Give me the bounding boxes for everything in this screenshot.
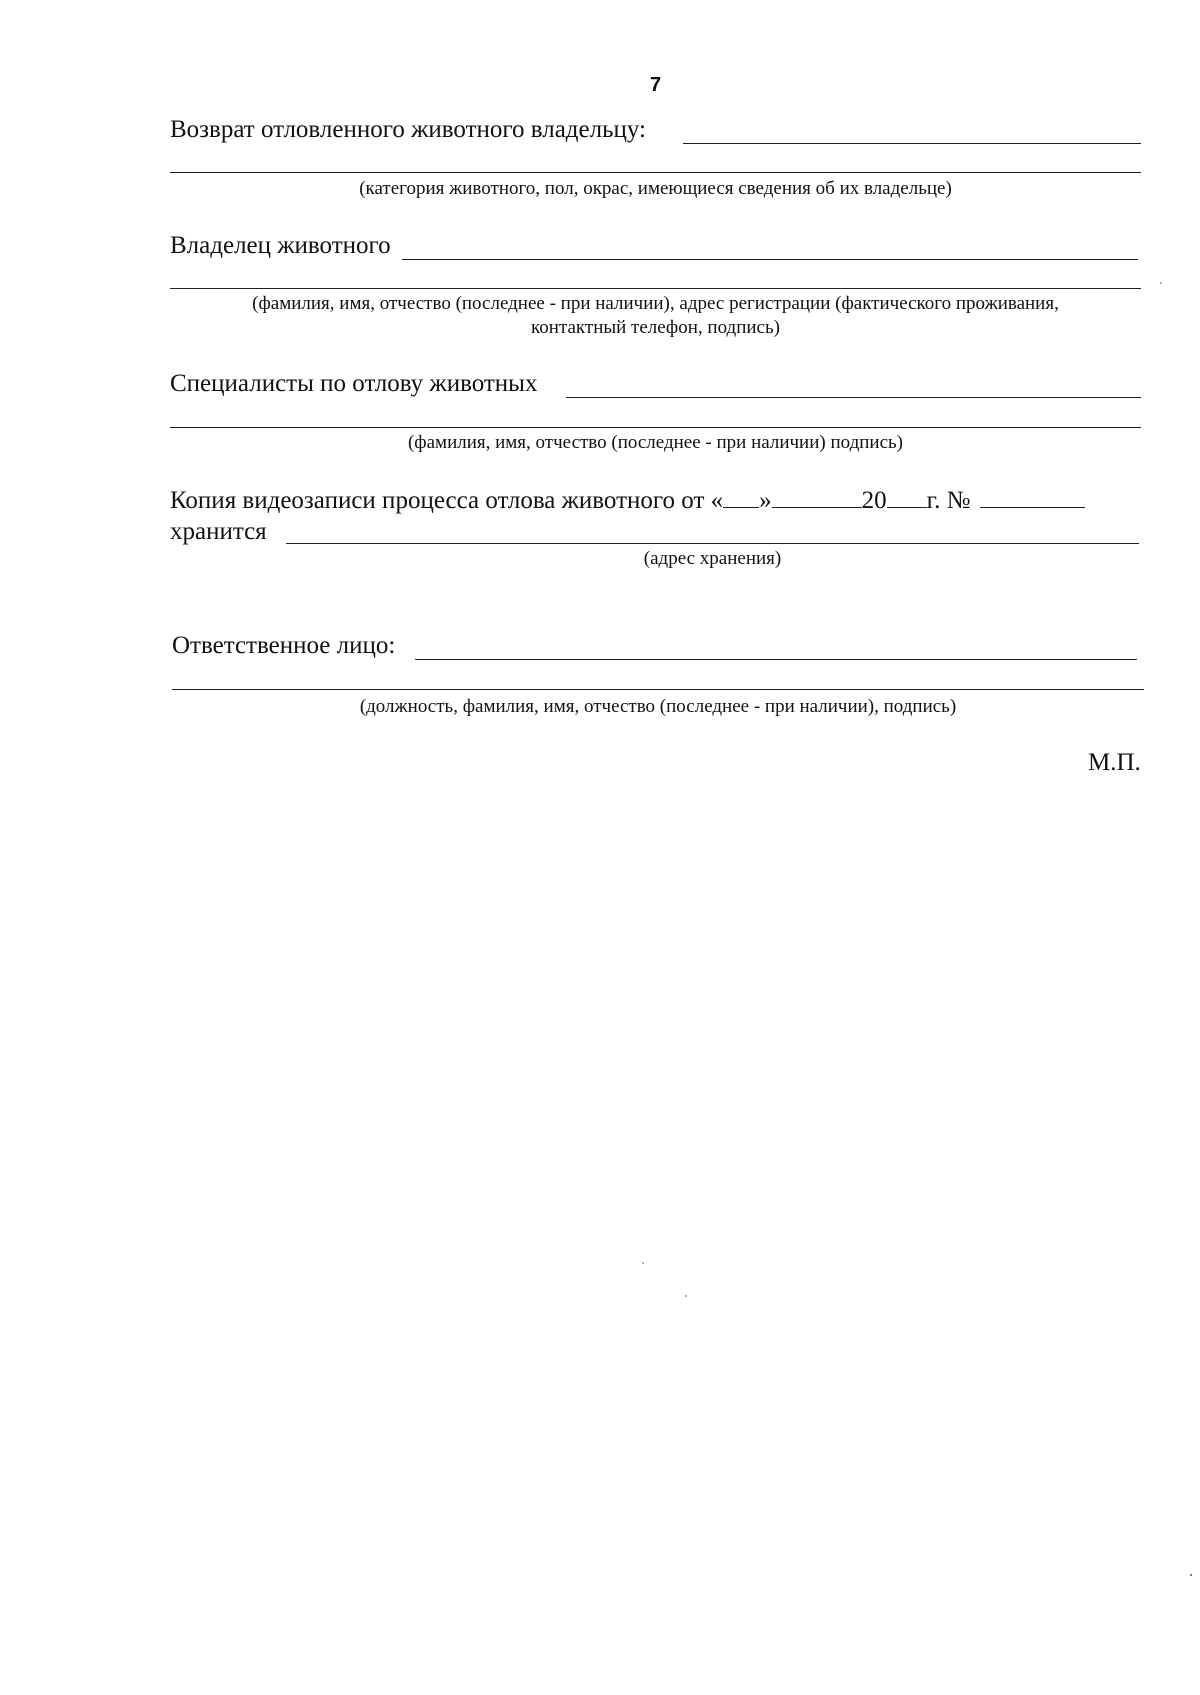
stamp-place: М.П. [1088, 749, 1141, 776]
video-month-field[interactable] [772, 487, 862, 508]
return-details-line[interactable] [170, 172, 1141, 173]
video-row [170, 486, 1085, 516]
responsible-input-line[interactable] [415, 659, 1137, 660]
scan-speck [642, 1262, 644, 1264]
video-stored-label: хранится [170, 518, 267, 545]
owner-label: Владелец животного [170, 232, 391, 259]
scan-speck [685, 1295, 687, 1297]
video-caption: (адрес хранения) [643, 548, 782, 569]
video-year-suffix: г. № [926, 487, 971, 514]
specialists-label: Специалисты по отлову животных [170, 370, 538, 397]
video-year-field[interactable] [887, 487, 927, 508]
scan-speck [1190, 1574, 1192, 1576]
specialists-input-line[interactable] [566, 397, 1141, 398]
responsible-label: Ответственное лицо: [172, 632, 396, 659]
video-storage-line[interactable] [286, 543, 1139, 544]
owner-caption-line2: контактный телефон, подпись) [531, 317, 780, 338]
specialists-caption: (фамилия, имя, отчество (последнее - при наличии) подпись) [407, 432, 904, 453]
video-label: Копия видеозаписи процесса отлова животного от « [170, 487, 724, 514]
owner-input-line[interactable] [402, 259, 1138, 260]
scan-speck [1160, 282, 1162, 284]
specialists-details-line[interactable] [170, 427, 1141, 428]
responsible-details-line[interactable] [172, 689, 1144, 690]
owner-details-line[interactable] [170, 288, 1141, 289]
owner-caption-line1: (фамилия, имя, отчество (последнее - при наличии), адрес регистрации (фактического проживания, [252, 293, 1059, 314]
responsible-caption: (должность, фамилия, имя, отчество (последнее - при наличии), подпись) [359, 696, 957, 717]
return-label: Возврат отловленного животного владельцу: [170, 116, 646, 143]
return-caption: (категория животного, пол, окрас, имеющиеся сведения об их владельце) [359, 178, 952, 199]
return-input-line[interactable] [683, 143, 1141, 144]
video-day-field[interactable] [723, 487, 759, 508]
page-number: 7 [650, 74, 662, 96]
video-quote-close: » [759, 487, 772, 514]
video-year-prefix: 20 [861, 487, 887, 514]
video-number-field[interactable] [980, 487, 1085, 508]
